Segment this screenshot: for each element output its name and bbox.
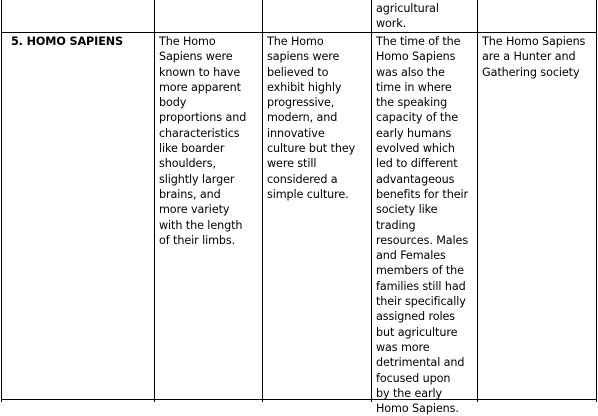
table-column-divider: [154, 0, 155, 402]
row-label-homo-sapiens: 5. HOMO SAPIENS: [11, 35, 123, 48]
table-border-left: [1, 0, 2, 402]
row-divider: [1, 32, 597, 33]
table-column-divider: [371, 0, 372, 402]
table-border-bottom: [1, 399, 597, 400]
table-column-divider: [262, 0, 263, 402]
table-border-right: [596, 0, 597, 402]
previous-row-col4-text: agricultural work.: [376, 2, 439, 31]
society-development-cell: The time of the Homo Sapiens was also the time in where the speaking capacity of the early humans evolved which led to different advantageous benefits for their society like trading resources. Males and Females members of the families still had their specifically assigned roles but agriculture was more detrimental and focused upon by the early Homo Sapiens.: [376, 35, 469, 416]
society-type-cell: The Homo Sapiens are a Hunter and Gathering society: [482, 35, 586, 79]
table-column-divider: [477, 0, 478, 402]
physical-traits-cell: The Homo Sapiens were known to have more apparent body proportions and characteristics like boarder shoulders, slightly larger brains, and more variety with the length of their limbs.: [159, 35, 247, 247]
culture-cell: The Homo sapiens were believed to exhibit highly progressive, modern, and innovative culture but they were still considered a simple culture.: [267, 35, 356, 201]
